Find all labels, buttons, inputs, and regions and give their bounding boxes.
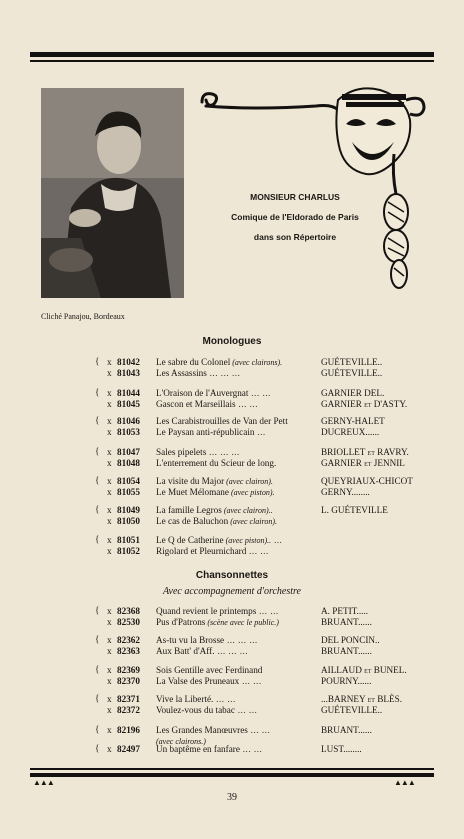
record-author: GARNIER DEL. [321, 388, 385, 398]
leader-dots: ... ... [246, 546, 269, 556]
record-title-text: L'Oraison de l'Auvergnat [156, 388, 249, 398]
x-mark: x [107, 458, 112, 468]
record-title-text: Les Assassins [156, 368, 207, 378]
catalog-number: 81048 [117, 458, 140, 468]
leader-dots: ... ... [234, 705, 258, 715]
record-note: (scène avec le public.) [205, 618, 279, 627]
x-mark: x [107, 399, 112, 409]
record-author: GERNY-HALET [321, 416, 385, 426]
performer-name: MONSIEUR CHARLUS [250, 192, 340, 202]
brace-mark: { [95, 634, 100, 644]
x-mark: x [107, 505, 112, 515]
monologues-row [0, 447, 464, 458]
record-title [156, 516, 277, 526]
record-author: GUÉTEVILLE.. [321, 705, 383, 715]
catalog-number: 81050 [117, 516, 140, 526]
monologues-row [0, 546, 464, 557]
brace-mark: { [95, 475, 100, 485]
record-title [156, 665, 262, 675]
catalog-number: 82372 [117, 705, 140, 715]
x-mark: x [107, 357, 112, 367]
leader-dots: ... ... [213, 694, 236, 704]
chansonnettes-row [0, 725, 464, 736]
monologues-row [0, 427, 464, 438]
record-author: AILLAUD et BUNEL. [321, 665, 407, 675]
chansonnettes-row [0, 617, 464, 628]
record-title [156, 399, 258, 409]
record-title [156, 705, 257, 715]
record-title-text: Un baptême en fanfare [156, 744, 240, 754]
record-title-text: La famille Legros [156, 505, 222, 515]
chansonnettes-row [0, 744, 464, 755]
leader-dots: ... ... [235, 399, 258, 409]
record-title [156, 646, 248, 656]
x-mark: x [107, 427, 112, 437]
monologues-row [0, 516, 464, 527]
leader-dots: ... ... [248, 388, 271, 398]
x-mark: x [107, 694, 112, 704]
triangle-ornament-right: ▲▲▲ [394, 778, 415, 787]
catalog-number: 81044 [117, 388, 140, 398]
x-mark: x [107, 635, 112, 645]
catalog-number: 82370 [117, 676, 140, 686]
leader-dots: ... ... ... [206, 447, 240, 457]
record-note: (avec clairon).. [221, 506, 273, 515]
leader-dots: ... ... ... [206, 368, 241, 378]
monologues-row [0, 388, 464, 399]
record-title-text: Le Q de Catherine [156, 535, 224, 545]
record-title-text: Le sabre du Colonel [156, 357, 231, 367]
leader-dots: ... ... [247, 725, 271, 735]
x-mark: x [107, 617, 112, 627]
catalog-number: 81047 [117, 447, 140, 457]
record-title-text: Aux Batt' d'Aff. [156, 646, 215, 656]
record-title-text: Quand revient le printemps [156, 606, 257, 616]
chansonnettes-row [0, 676, 464, 687]
x-mark: x [107, 725, 112, 735]
top-rule-thin [30, 60, 434, 62]
record-author: BRUANT...... [321, 646, 372, 656]
monologues-row [0, 476, 464, 487]
record-note: (avec clairon). [224, 477, 273, 486]
record-title-text: La visite du Major [156, 476, 225, 486]
brace-mark: { [95, 356, 100, 366]
record-title-text: Le Muet Mélomane [156, 487, 229, 497]
brace-mark: { [95, 534, 100, 544]
catalog-number: 81055 [117, 487, 140, 497]
triangle-ornament-left: ▲▲▲ [33, 778, 54, 787]
catalog-number: 82371 [117, 694, 140, 704]
record-title [156, 535, 282, 545]
catalog-number: 82369 [117, 665, 140, 675]
chansonnettes-row [0, 705, 464, 716]
photo-caption: Cliché Panajou, Bordeaux [41, 312, 125, 321]
record-note: (avec clairons). [230, 358, 283, 367]
chansonnettes-row [0, 646, 464, 657]
performer-photo [41, 88, 184, 298]
record-note: (avec piston). [228, 488, 275, 497]
record-author: A. PETIT..... [321, 606, 369, 616]
record-author: QUEYRIAUX-CHICOT [321, 476, 413, 486]
catalog-number: 81045 [117, 399, 140, 409]
record-note: (avec clairon). [228, 517, 277, 526]
brace-mark: { [95, 664, 100, 674]
record-title-text: Pus d'Patrons [156, 617, 206, 627]
monologues-heading: Monologues [202, 336, 262, 347]
x-mark: x [107, 546, 112, 556]
brace-mark: { [95, 504, 100, 514]
chansonnettes-row [0, 635, 464, 646]
x-mark: x [107, 646, 112, 656]
record-title [156, 676, 262, 686]
brace-mark: { [95, 387, 100, 397]
monologues-row [0, 487, 464, 498]
record-title [156, 476, 273, 486]
x-mark: x [107, 368, 112, 378]
record-title [156, 744, 262, 754]
record-title [156, 635, 258, 645]
catalog-number: 81052 [117, 546, 140, 556]
record-author: GARNIER et D'ASTY. [321, 399, 408, 409]
record-author: GUÉTEVILLE.. [321, 368, 383, 378]
x-mark: x [107, 476, 112, 486]
leader-dots: ... [254, 427, 266, 437]
record-title-text: Sales pipelets [156, 447, 207, 457]
top-rule-thick [30, 52, 434, 57]
monologues-row [0, 357, 464, 368]
brace-mark: { [95, 693, 100, 703]
x-mark: x [107, 416, 112, 426]
catalog-number: 81049 [117, 505, 140, 515]
record-title-text: Le Paysan anti-républicain [156, 427, 255, 437]
record-title-text: La Valse des Pruneaux [156, 676, 240, 686]
record-title [156, 487, 275, 497]
record-title [156, 427, 266, 437]
record-title [156, 505, 273, 515]
monologues-row [0, 505, 464, 516]
record-title-text: Les Grandes Manœuvres [156, 725, 248, 735]
catalog-number: 82196 [117, 725, 140, 735]
brace-mark: { [95, 743, 100, 753]
record-title-text: L'enterrement du Scieur de long. [156, 458, 277, 468]
catalog-number: 81051 [117, 535, 140, 545]
catalog-number: 81043 [117, 368, 140, 378]
record-author: DUCREUX...... [321, 427, 380, 437]
monologues-row [0, 399, 464, 410]
record-title [156, 368, 240, 378]
record-author: BRUANT...... [321, 725, 372, 735]
catalog-number: 82362 [117, 635, 140, 645]
record-title [156, 725, 270, 735]
comedy-mask-ornament [196, 84, 428, 294]
catalog-number: 81053 [117, 427, 140, 437]
x-mark: x [107, 388, 112, 398]
chansonnettes-row [0, 694, 464, 705]
x-mark: x [107, 665, 112, 675]
record-author: POURNY...... [321, 676, 372, 686]
record-title [156, 546, 269, 556]
brace-mark: { [95, 446, 100, 456]
brace-mark: { [95, 724, 100, 734]
record-title [156, 357, 282, 367]
catalog-number: 82497 [117, 744, 140, 754]
record-author: GERNY........ [321, 487, 370, 497]
leader-dots: ... [271, 535, 283, 545]
catalog-number: 82530 [117, 617, 140, 627]
leader-dots: ... ... [239, 744, 263, 754]
chansonnettes-row [0, 665, 464, 676]
x-mark: x [107, 447, 112, 457]
chansonnettes-row [0, 606, 464, 617]
leader-dots: ... ... ... [224, 635, 258, 645]
record-note: (avec piston).. [223, 536, 272, 545]
record-title-text: Le cas de Baluchon [156, 516, 229, 526]
brace-mark: { [95, 415, 100, 425]
monologues-row [0, 416, 464, 427]
record-note: (avec clairons.) [156, 737, 206, 746]
record-author: BRUANT...... [321, 617, 372, 627]
performer-repertoire: dans son Répertoire [253, 232, 337, 242]
record-title-text: Vive la Liberté. [156, 694, 214, 704]
record-title [156, 694, 236, 704]
leader-dots: ... ... [256, 606, 279, 616]
record-title-text: Les Carabistrouilles de Van der Pett [156, 416, 288, 426]
record-author: ...BARNEY et BLÈS. [321, 694, 403, 704]
record-title [156, 416, 288, 426]
x-mark: x [107, 535, 112, 545]
monologues-row [0, 368, 464, 379]
monologues-row [0, 458, 464, 469]
catalog-number: 81042 [117, 357, 140, 367]
page-number: 39 [227, 792, 237, 803]
record-title-text: Gascon et Marseillais [156, 399, 236, 409]
chansonnettes-heading: Chansonnettes [195, 570, 269, 581]
bottom-rule-thin [30, 768, 434, 770]
record-author: GUÉTEVILLE.. [321, 357, 383, 367]
record-title [156, 458, 276, 468]
catalog-number: 82368 [117, 606, 140, 616]
leader-dots: ... ... ... [214, 646, 249, 656]
record-author: DEL PONCIN.. [321, 635, 380, 645]
orchestra-subheading: Avec accompagnement d'orchestre [162, 586, 301, 597]
catalog-number: 82363 [117, 646, 140, 656]
brace-mark: { [95, 605, 100, 615]
performer-venue: Comique de l'Eldorado de Paris [231, 212, 359, 222]
record-author: BRIOLLET et RAVRY. [321, 447, 409, 457]
bottom-rule-thick [30, 773, 434, 777]
record-author: LUST........ [321, 744, 362, 754]
record-title [156, 388, 271, 398]
leader-dots: ... ... [239, 676, 262, 686]
record-title [156, 617, 279, 627]
x-mark: x [107, 744, 112, 754]
x-mark: x [107, 606, 112, 616]
record-author: L. GUÉTEVILLE [321, 505, 388, 515]
catalog-number: 81054 [117, 476, 140, 486]
record-title [156, 606, 279, 616]
x-mark: x [107, 487, 112, 497]
record-title-text: Sois Gentille avec Ferdinand [156, 665, 263, 675]
record-title-text: Voulez-vous du tabac [156, 705, 235, 715]
record-title [156, 447, 240, 457]
monologues-row [0, 535, 464, 546]
catalog-number: 81046 [117, 416, 140, 426]
x-mark: x [107, 705, 112, 715]
x-mark: x [107, 676, 112, 686]
record-title-text: Rigolard et Pleurnichard [156, 546, 247, 556]
x-mark: x [107, 516, 112, 526]
record-author: GARNIER et JENNIL [321, 458, 405, 468]
record-title-text: As-tu vu la Brosse [156, 635, 225, 645]
